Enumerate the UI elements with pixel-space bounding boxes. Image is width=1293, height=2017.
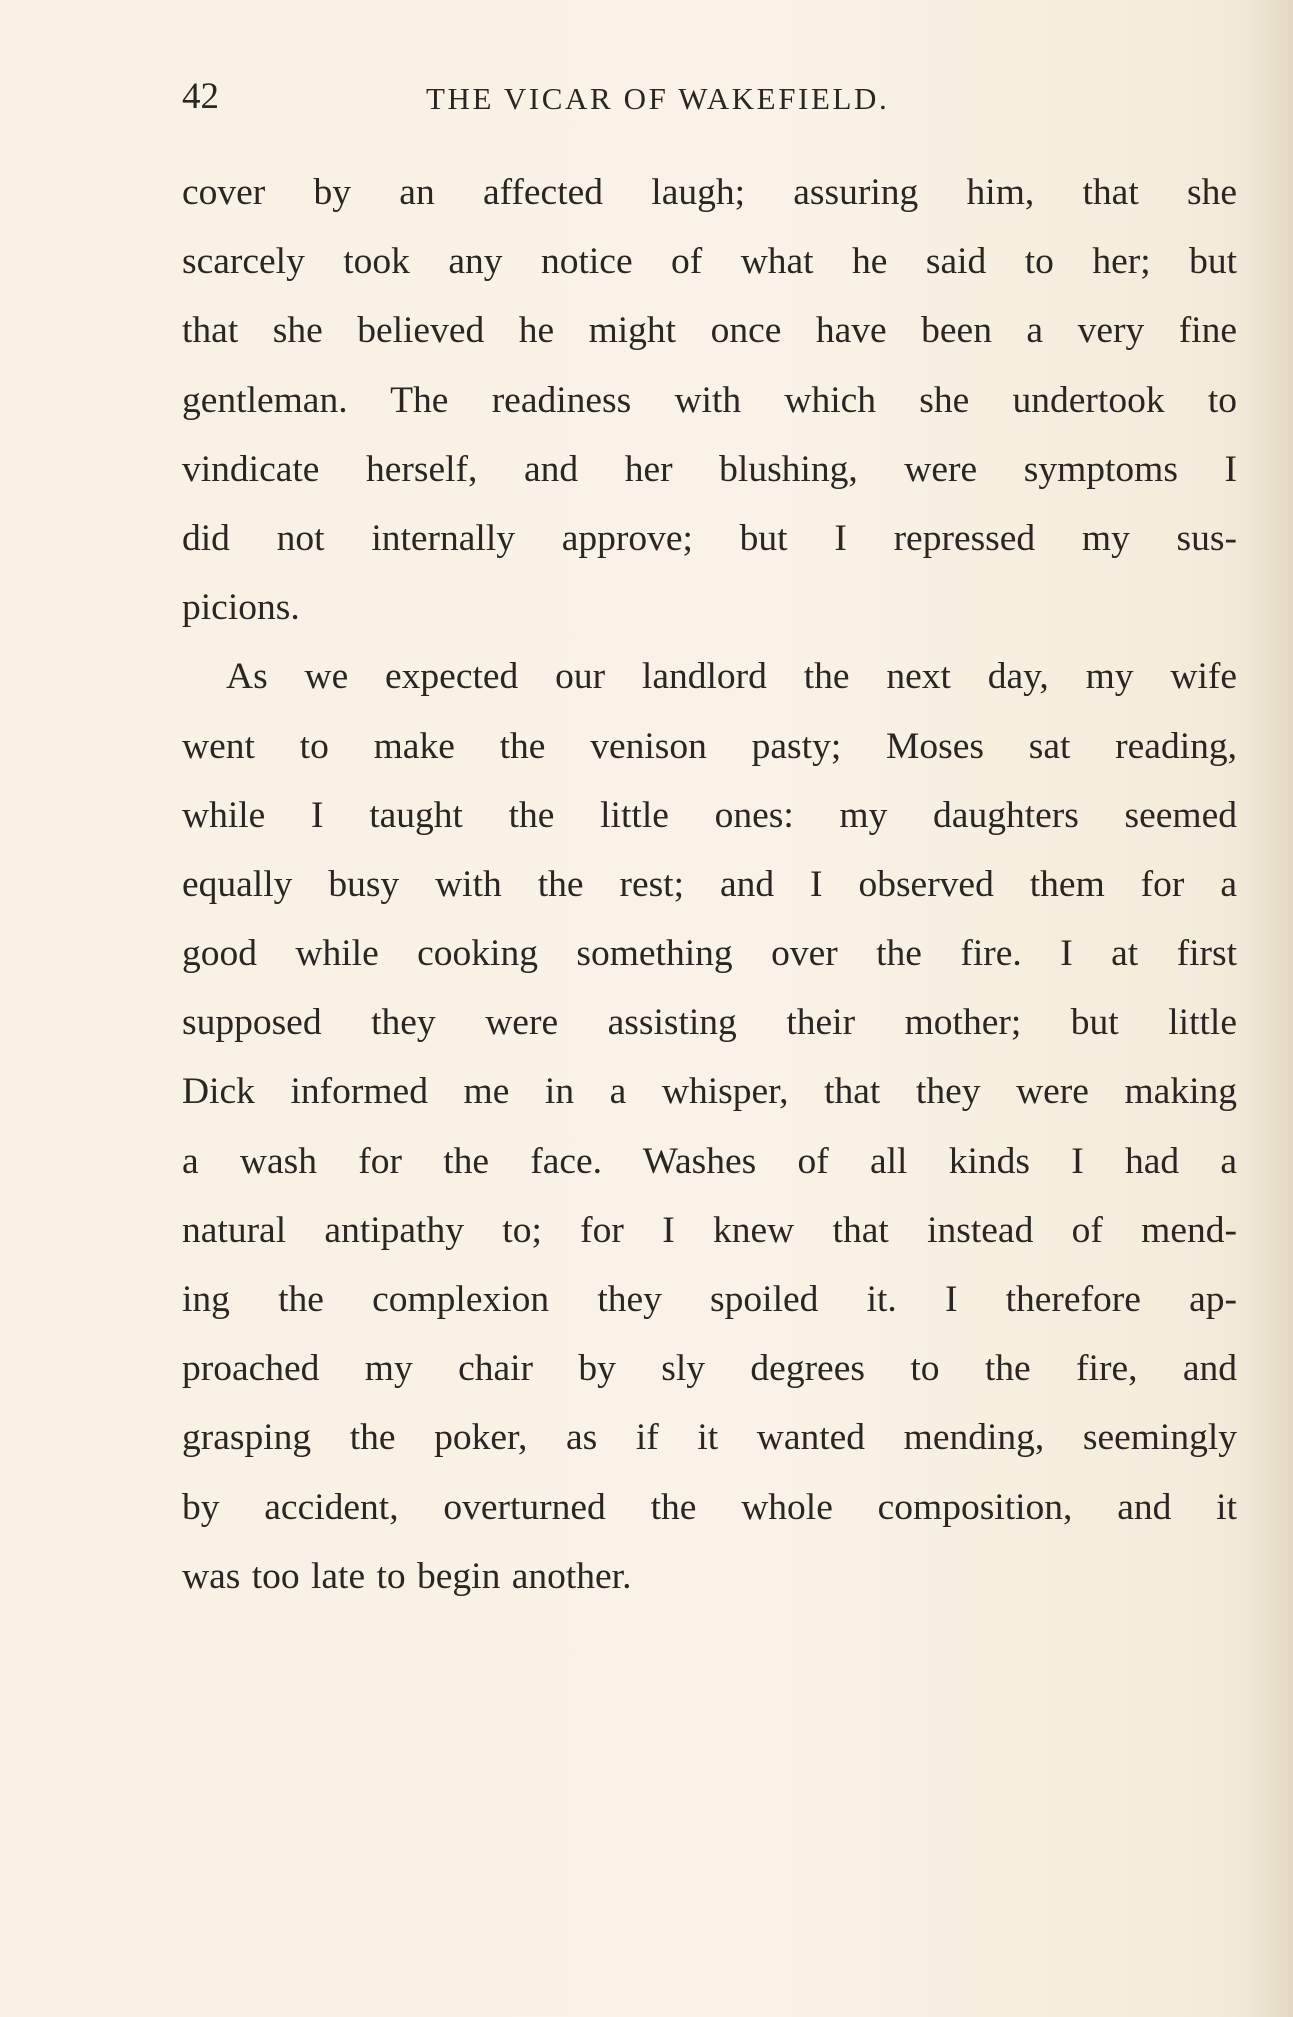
text-line: did not internally approve; but I repressed my sus- [182,517,1237,559]
text-line: went to make the venison pasty; Moses sat reading, [182,725,1237,767]
text-line: by accident, overturned the whole composition, and it [182,1486,1237,1528]
text-line: proached my chair by sly degrees to the fire, and [182,1348,1237,1390]
text-line: a wash for the face. Washes of all kinds I had a [182,1140,1237,1182]
page-number: 42 [182,76,219,117]
body-text [182,158,1237,1611]
text-line: was too late to begin another. [182,1555,632,1597]
text-line: grasping the poker, as if it wanted mending, seemingly [182,1417,1237,1459]
text-line: equally busy with the rest; and I observed them for a [182,863,1237,905]
text-line: gentleman. The readiness with which she undertook to [182,379,1237,421]
running-title: THE VICAR OF WAKEFIELD. [426,81,890,116]
text-line: picions. [182,587,300,629]
text-line: As we expected our landlord the next day, my wife [226,656,1237,698]
text-line: vindicate herself, and her blushing, were symptoms I [182,448,1237,490]
page-header [182,72,1237,122]
text-line: supposed they were assisting their mother; but little [182,1002,1237,1044]
text-line: natural antipathy to; for I knew that instead of mend- [182,1209,1237,1251]
text-line: ing the complexion they spoiled it. I therefore ap- [182,1279,1237,1320]
page-edge-shadow [1255,0,1293,2017]
text-line: cover by an affected laugh; assuring him, that she [182,172,1237,213]
text-line: scarcely took any notice of what he said to her; but [182,241,1237,283]
text-line: Dick informed me in a whisper, that they were making [182,1071,1237,1113]
text-line: good while cooking something over the fire. I at first [182,933,1237,975]
text-line: while I taught the little ones: my daughters seemed [182,794,1237,836]
text-line: that she believed he might once have been a very fine [182,310,1237,352]
